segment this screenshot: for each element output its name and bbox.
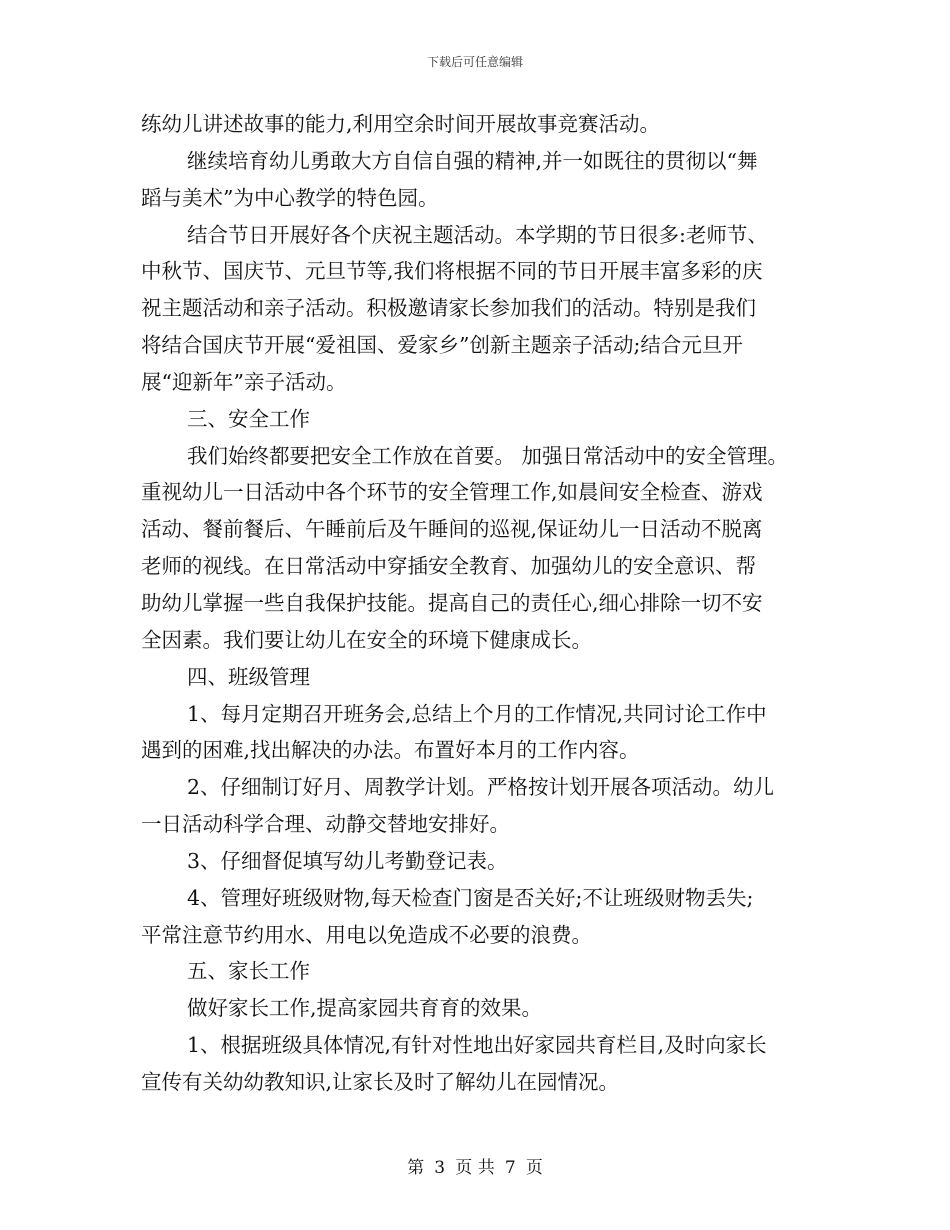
text-line: 做好家长工作,提高家园共育育的效果。 — [187, 996, 543, 1021]
total-pages-number: 7 — [504, 1158, 516, 1178]
text-line: 老师的视线。在日常活动中穿插安全教育、加强幼儿的安全意识、帮 — [141, 554, 756, 579]
text-line: 1、根据班级具体情况,有针对性地出好家园共育栏目,及时向家长 — [187, 1033, 767, 1058]
text-line: 遇到的困难,找出解决的办法。布置好本月的工作内容。 — [141, 738, 640, 763]
text-line: 祝主题活动和亲子活动。积极邀请家长参加我们的活动。特别是我们 — [141, 296, 756, 321]
text-line: 练幼儿讲述故事的能力,利用空余时间开展故事竞赛活动。 — [141, 112, 661, 136]
text-line: 结合节日开展好各个庆祝主题活动。本学期的节日很多:老师节、 — [187, 222, 768, 247]
section-heading: 五、家长工作 — [187, 959, 310, 984]
page-label-suffix: 页 — [525, 1158, 543, 1178]
current-page-number: 3 — [434, 1158, 446, 1178]
text-line: 2、仔细制订好月、周教学计划。严格按计划开展各项活动。幼儿 — [187, 775, 775, 800]
text-line: 继续培育幼儿勇敢大方自信自强的精神,并一如既往的贯彻以“舞 — [187, 148, 758, 173]
page-header: 下载后可任意编辑 — [426, 55, 523, 69]
text-line: 宣传有关幼幼教知识,让家长及时了解幼儿在园情况。 — [141, 1069, 620, 1094]
text-line: 我们始终都要把安全工作放在首要。 加强日常活动中的安全管理。 — [187, 443, 789, 468]
text-line: 活动、餐前餐后、午睡前后及午睡间的巡视,保证幼儿一日活动不脱离 — [141, 517, 763, 542]
text-line: 1、每月定期召开班务会,总结上个月的工作情况,共同讨论工作中 — [187, 701, 767, 726]
text-line: 助幼儿掌握一些自我保护技能。提高自己的责任心,细心排除一切不安 — [141, 590, 763, 615]
section-heading: 三、安全工作 — [187, 406, 310, 431]
page-label-middle: 页 共 — [455, 1158, 495, 1178]
text-line: 一日活动科学合理、动静交替地安排好。 — [141, 812, 510, 837]
document-body — [141, 106, 821, 1101]
page-label-prefix: 第 — [407, 1158, 425, 1178]
text-line: 将结合国庆节开展“爱祖国、爱家乡”创新主题亲子活动;结合元旦开 — [141, 333, 743, 358]
text-line: 重视幼儿一日活动中各个环节的安全管理工作,如晨间安全检查、游戏 — [141, 480, 763, 505]
text-line: 展“迎新年”亲子活动。 — [141, 369, 347, 394]
text-line: 3、仔细督促填写幼儿考勤登记表。 — [187, 848, 508, 873]
text-line: 蹈与美术”为中心教学的特色园。 — [141, 185, 439, 210]
text-line: 4、管理好班级财物,每天检查门窗是否关好;不让班级财物丢失; — [187, 885, 754, 910]
text-line: 全因素。我们要让幼儿在安全的环境下健康成长。 — [141, 627, 592, 652]
page-footer — [0, 1153, 950, 1178]
section-heading: 四、班级管理 — [187, 664, 310, 689]
text-line: 平常注意节约用水、用电以免造成不必要的浪费。 — [141, 922, 592, 947]
text-line: 中秋节、国庆节、元旦节等,我们将根据不同的节日开展丰富多彩的庆 — [141, 259, 763, 284]
